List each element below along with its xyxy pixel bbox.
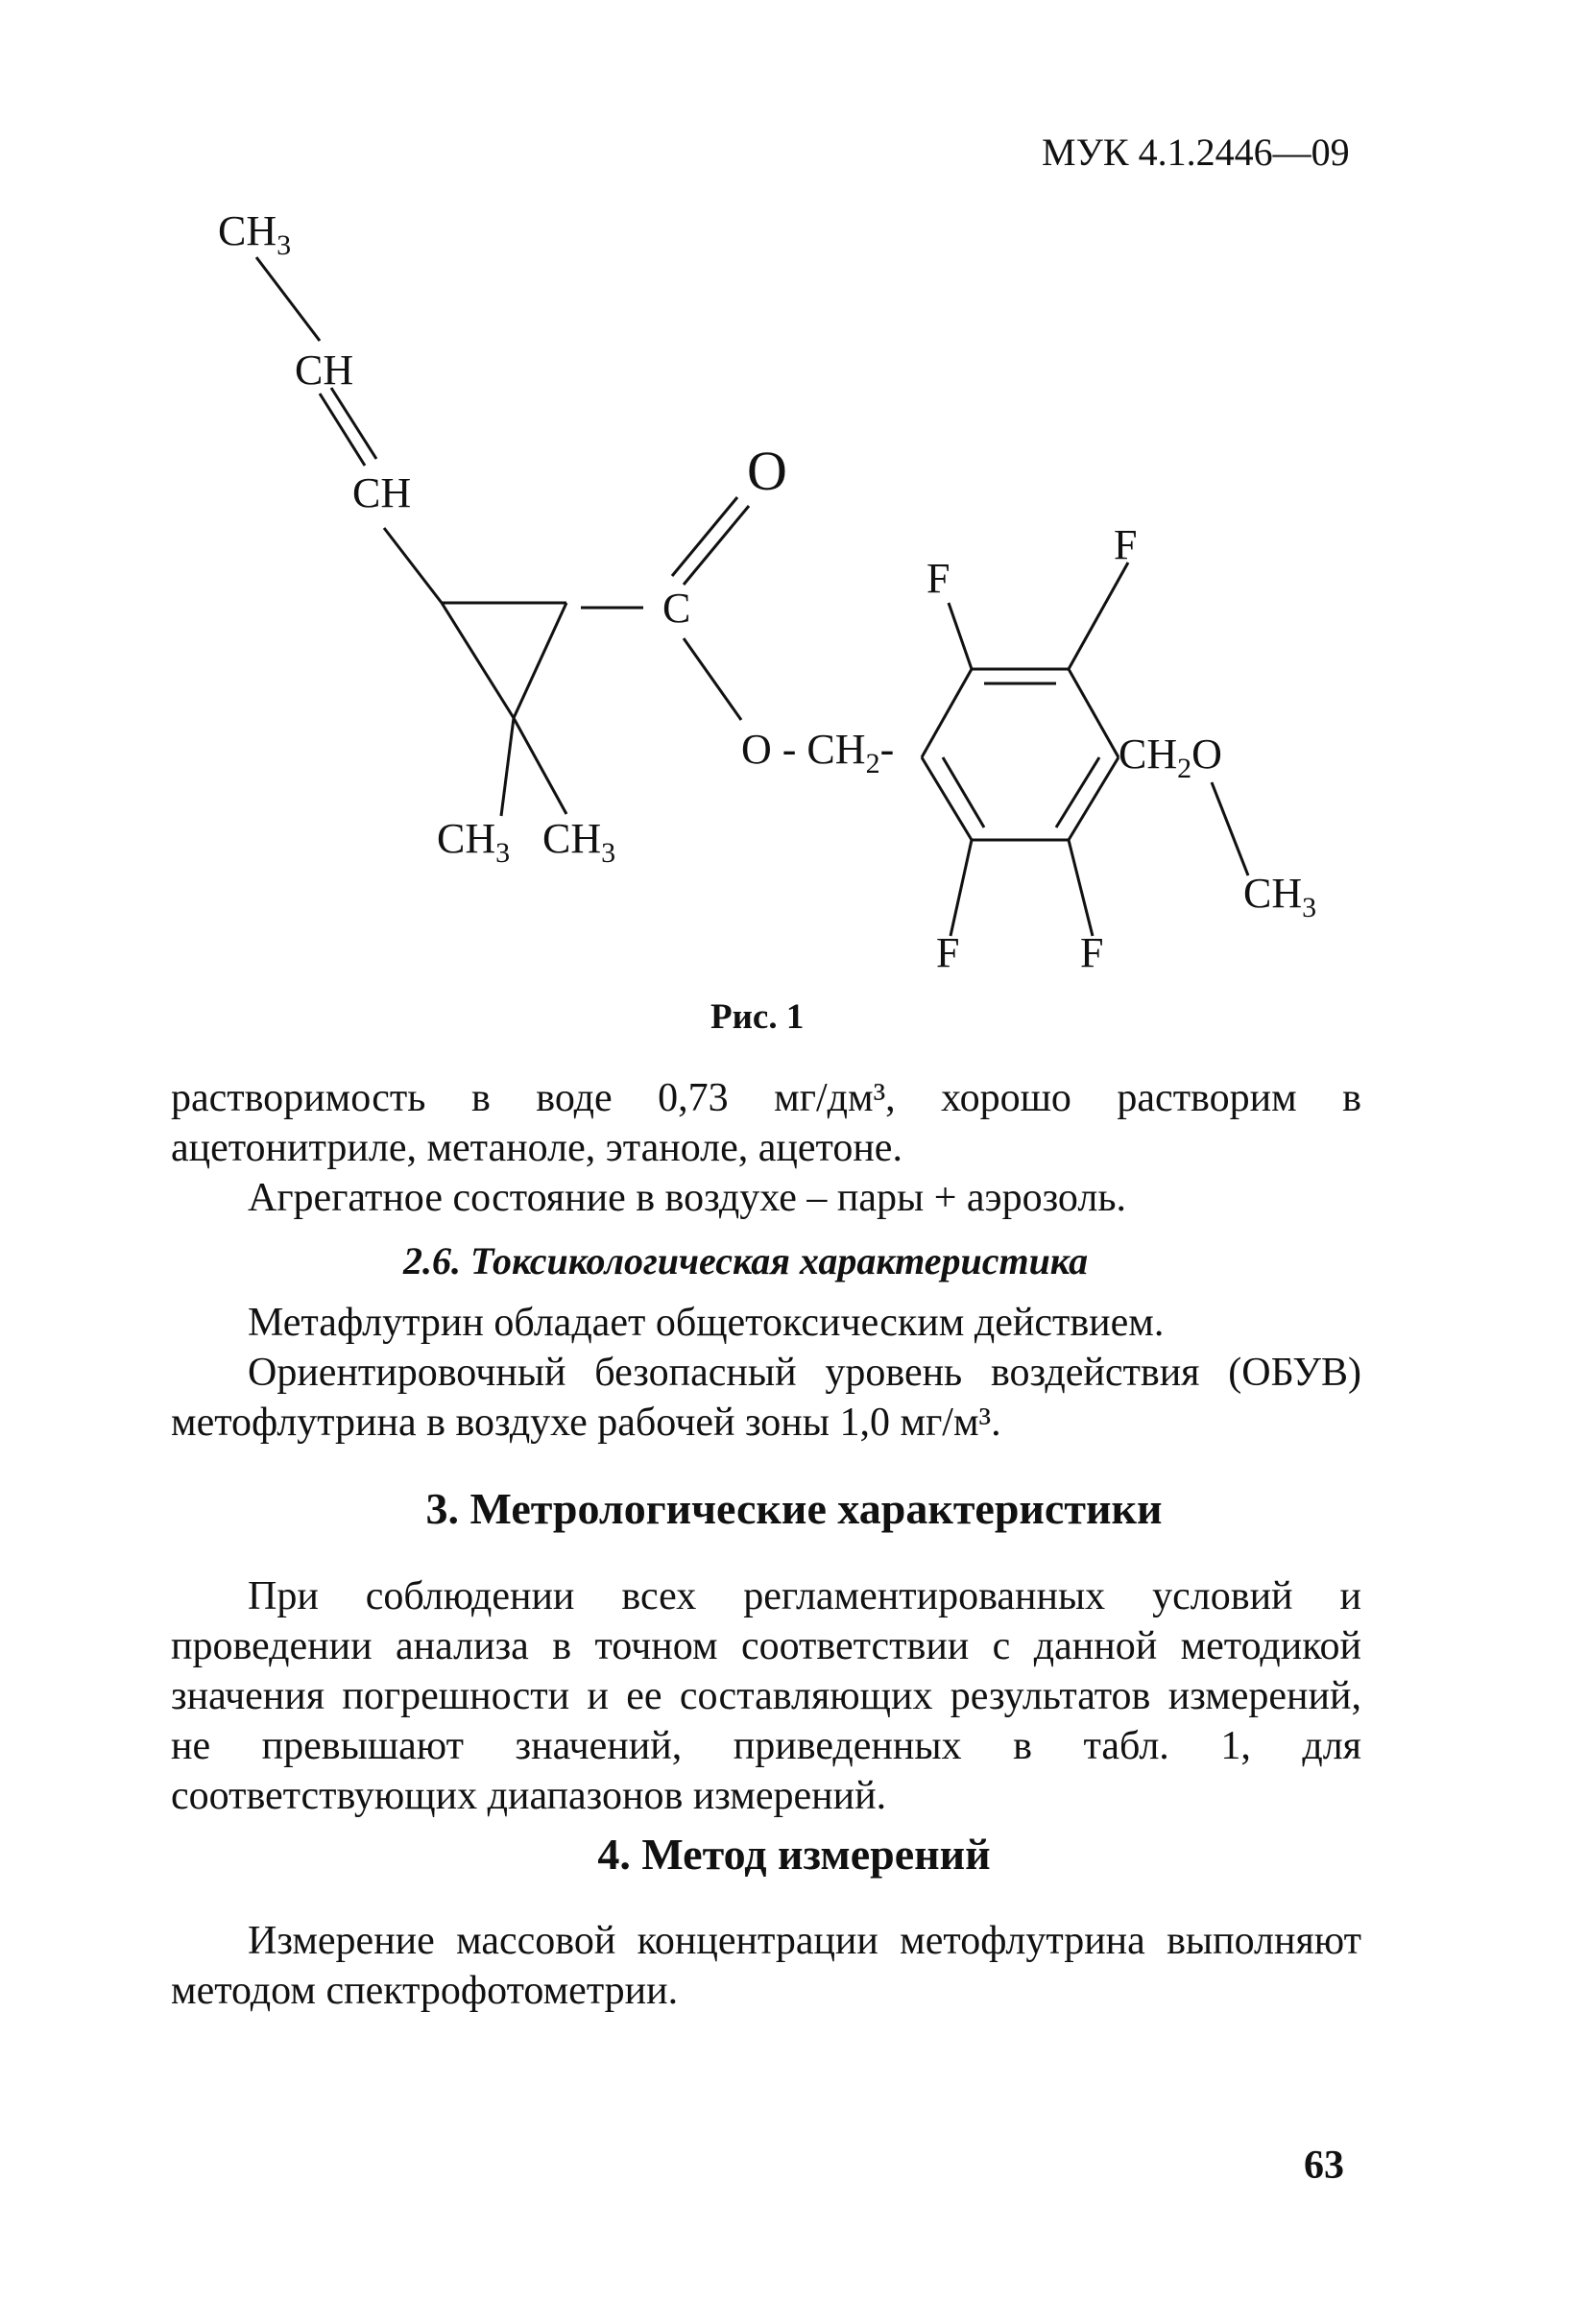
atom-f-top-right: F [1114,521,1138,568]
atom-carbonyl-o: O [747,440,787,502]
atom-methyl-right: $CH_3$ [542,815,616,869]
paragraph-metrology: При соблюдении всех регламентированных условий и проведении анализа в точном соответствии с данной методикой значения погрешности и ее составляющих результатов измерений, не превышают значений, приведенных в табл. 1, для соответствующих диапазонов измерений. [171,1574,1361,1818]
document-code: МУК 4.1.2446—09 [1042,131,1350,174]
atom-f-top-left: F [926,555,950,602]
atom-ch3-top: $CH_3$ [218,207,292,261]
atom-ch3-end: $CH_3$ [1243,870,1317,923]
paragraph-method: Измерение массовой концентрации метофлутрина выполняют методом спектрофотометрии. [171,1919,1361,2013]
paragraph-solubility: растворимость в воде 0,73 мг/дм³, хорошо растворим в ацетонитриле, метаноле, этаноле, ацетоне. [171,1076,1361,1170]
atom-f-bottom-left: F [936,929,960,976]
figure-caption: Рис. 1 [710,997,805,1037]
atom-ch2o: $CH_2O$ [1119,731,1222,784]
section-heading-metrology: 3. Метрологические характеристики [425,1484,1163,1533]
atom-methyl-left: $CH_3$ [437,815,511,869]
atom-f-bottom-right: F [1080,929,1104,976]
subsection-heading-toxicology: 2.6. Токсикологическая характеристика [403,1239,1089,1282]
bonds [256,257,1248,936]
page-number: 63 [1304,2144,1344,2188]
structural-formula [0,0,1588,998]
atom-ch-upper: CH [295,347,354,394]
paragraph-aggregate-state: Агрегатное состояние в воздухе – пары + аэрозоль. [248,1176,1126,1220]
paragraph-toxicity-general: Метафлутрин обладает общетоксическим действием. [248,1301,1165,1345]
atom-ch-lower: CH [352,469,412,516]
paragraph-obuv: Ориентировочный безопасный уровень воздействия (ОБУВ) метофлутрина в воздухе рабочей зоны 1,0 мг/м³. [171,1351,1361,1445]
section-heading-method: 4. Метод измерений [597,1830,991,1879]
atom-carbonyl-c: C [662,585,691,632]
atom-ester-och2: O - $CH_2-$ [741,726,895,779]
